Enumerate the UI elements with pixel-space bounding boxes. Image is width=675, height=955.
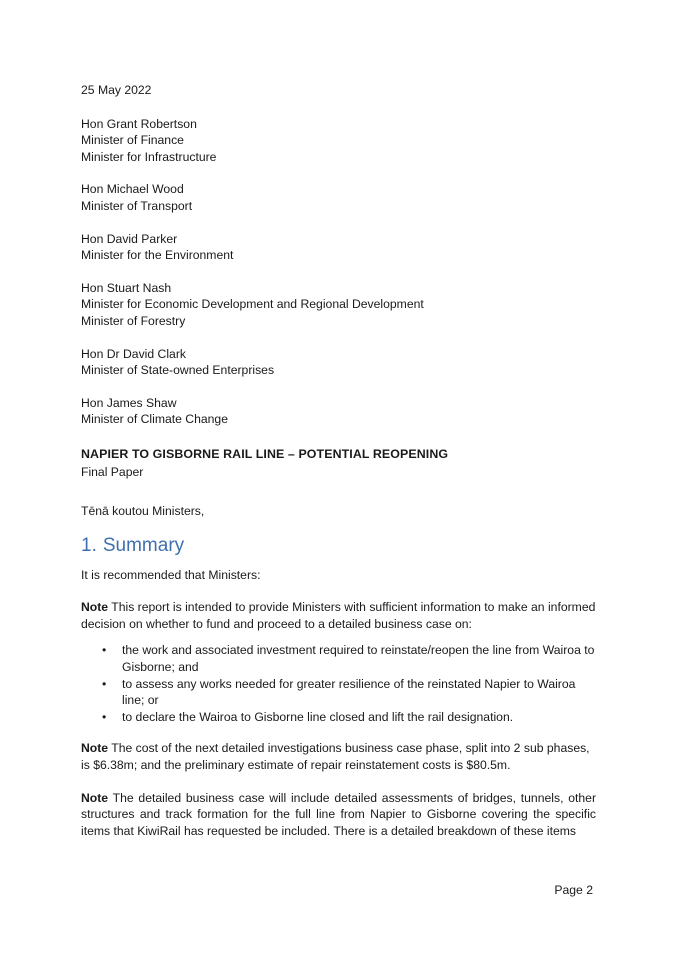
- addressee-name: Hon Dr David Clark: [81, 346, 186, 361]
- section-title: Summary: [102, 534, 185, 556]
- list-item-text: to declare the Wairoa to Gisborne line closed and lift the rail designation.: [122, 709, 514, 724]
- note-label: Note: [81, 600, 109, 615]
- addressee-name: Hon Grant Robertson: [81, 116, 197, 131]
- note-paragraph: [81, 790, 596, 840]
- note-label: Note: [81, 790, 109, 805]
- list-item: [81, 709, 596, 726]
- list-item: [81, 676, 596, 709]
- note-label: Note: [81, 741, 109, 756]
- page-number: Page 2: [554, 883, 593, 897]
- addressee-role: Minister of Climate Change: [81, 412, 228, 427]
- note-paragraph: [81, 740, 596, 773]
- note-text: The cost of the next detailed investigations business case phase, split into 2 sub phases, is $6.38m; and the preliminary estimate of repair reinstatement costs is $80.5m.: [81, 741, 590, 773]
- addressee-role: Minister for the Environment: [81, 248, 234, 263]
- addressee-name: Hon Michael Wood: [81, 182, 184, 197]
- note-text: This report is intended to provide Ministers with sufficient information to make an informed decision on whether to fund and proceed to a detailed business case on:: [81, 600, 596, 631]
- option-list: [81, 642, 596, 725]
- document-title: NAPIER TO GISBORNE RAIL LINE – POTENTIAL REOPENING: [81, 446, 449, 461]
- bullet-icon: •: [102, 709, 107, 724]
- intro-paragraph: It is recommended that Ministers:: [81, 567, 261, 582]
- document-title-block: [81, 446, 596, 480]
- addressee-block: [81, 346, 596, 379]
- note-text: The detailed business case will include detailed assessments of bridges, tunnels, other structures and track formation for the full line from Napier to Gisborne covering the specific items that KiwiRail has requested be included. There is a detailed breakdown of these items: [81, 790, 596, 838]
- salutation: Tēnā koutou Ministers,: [81, 504, 205, 519]
- section-heading: [81, 534, 596, 558]
- list-item-text: the work and associated investment required to reinstate/reopen the line from Wairoa to Gisborne; and: [122, 643, 595, 675]
- addressee-block: [81, 116, 596, 166]
- addressee-role: Minister of Forestry: [81, 313, 186, 328]
- bullet-icon: •: [102, 643, 107, 658]
- addressee-role: Minister of State-owned Enterprises: [81, 363, 275, 378]
- addressee-role: Minister of Transport: [81, 198, 193, 213]
- addressee-block: [81, 231, 596, 264]
- addressee-role: Minister for Economic Development and Regional Development: [81, 297, 424, 312]
- addressee-name: Hon David Parker: [81, 231, 178, 246]
- addressee-name: Hon Stuart Nash: [81, 280, 172, 295]
- bullet-icon: •: [102, 676, 107, 691]
- list-item: [81, 642, 596, 675]
- addressee-role: Minister for Infrastructure: [81, 149, 217, 164]
- note-paragraph: [81, 599, 596, 632]
- addressee-name: Hon James Shaw: [81, 395, 177, 410]
- addressee-block: [81, 181, 596, 214]
- addressee-role: Minister of Finance: [81, 133, 184, 148]
- addressee-block: [81, 280, 596, 330]
- list-item-text: to assess any works needed for greater resilience of the reinstated Napier to Wairoa line; or: [122, 676, 576, 708]
- section-number: 1.: [81, 534, 97, 556]
- document-subtitle: Final Paper: [81, 464, 144, 479]
- letter-date: 25 May 2022: [81, 83, 152, 97]
- letter-body: [81, 82, 596, 855]
- addressee-block: [81, 395, 596, 428]
